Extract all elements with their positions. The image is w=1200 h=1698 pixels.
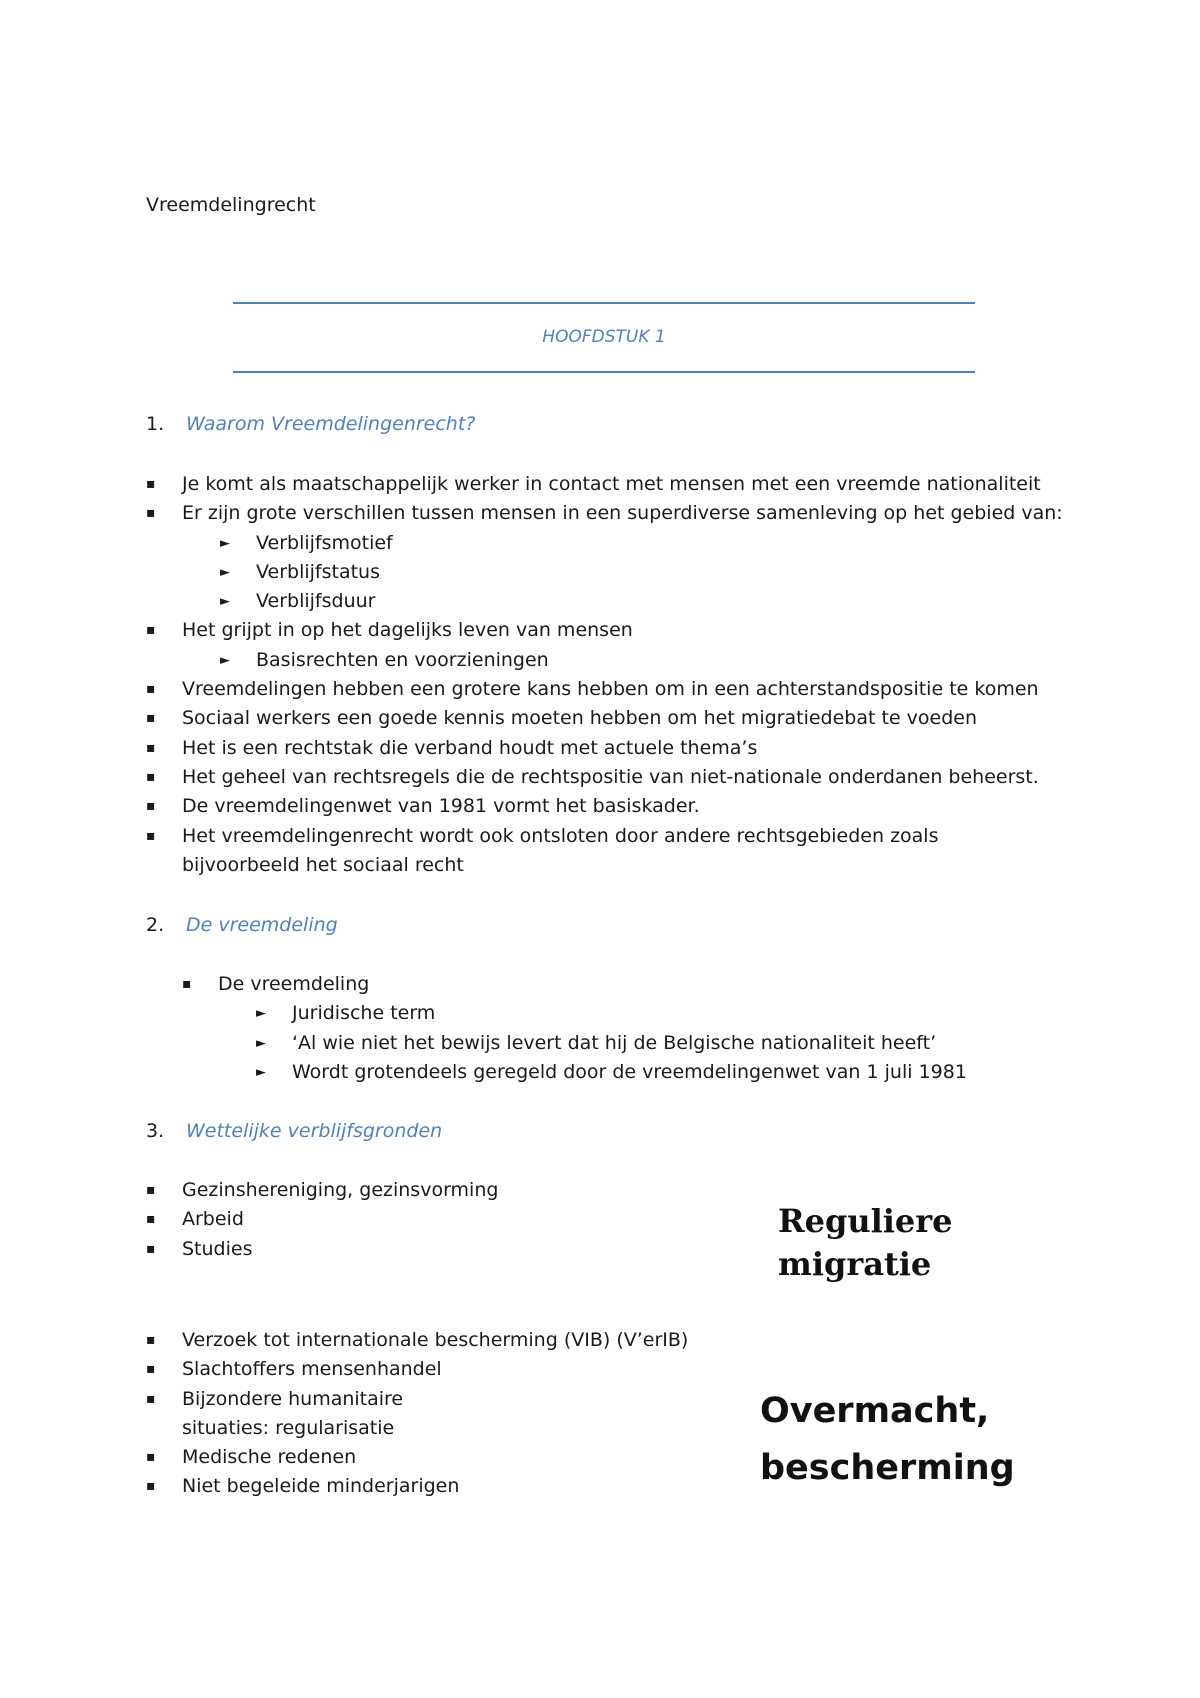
section-title: De vreemdeling [186, 914, 338, 936]
list-item: ► Basisrechten en voorzieningen [146, 646, 1076, 675]
document-title: Vreemdelingrecht [146, 194, 316, 216]
regular-migration-list [146, 1176, 746, 1264]
list-item: ► ‘Al wie niet het bewijs levert dat hij de Belgische nationaliteit heeft’ [146, 1029, 1076, 1058]
list-item: ▪ Arbeid [146, 1205, 746, 1234]
list-item: ▪ Het geheel van rechtsregels die de rechtspositie van niet-nationale onderdanen beheerst. [146, 763, 1076, 792]
list-item: ▪ Het vreemdelingenrecht wordt ook ontsloten door andere rechtsgebieden zoals bijvoorbeeld het sociaal recht [146, 822, 1076, 881]
list-item: ▪ Verzoek tot internationale bescherming (VIB) (V’erIB) [146, 1326, 706, 1355]
chapter-rule-bottom [233, 371, 975, 373]
list-item: ► Wordt grotendeels geregeld door de vreemdelingenwet van 1 juli 1981 [146, 1058, 1076, 1087]
protection-list [146, 1326, 706, 1502]
section-number: 1. [146, 413, 165, 435]
list-item: ▪ De vreemdelingenwet van 1981 vormt het basiskader. [146, 792, 1076, 821]
list-item: ▪ Gezinshereniging, gezinsvorming [146, 1176, 746, 1205]
section-title: Wettelijke verblijfsgronden [186, 1120, 443, 1142]
list-item: ▪ De vreemdeling [146, 970, 1076, 999]
section-number: 3. [146, 1120, 165, 1142]
list-item: ► Juridische term [146, 999, 1076, 1028]
list-item: ► Verblijfsduur [146, 587, 1076, 616]
list-item: ▪ Studies [146, 1235, 746, 1264]
section-number: 2. [146, 914, 165, 936]
list-item: ▪ Vreemdelingen hebben een grotere kans hebben om in een achterstandspositie te komen [146, 675, 1076, 704]
section-heading-3 [146, 1117, 442, 1146]
section1-list [146, 470, 1076, 880]
section-heading-1 [146, 410, 475, 439]
list-item: ▪ Het is een rechtstak die verband houdt met actuele thema’s [146, 734, 1076, 763]
list-item: ▪ Je komt als maatschappelijk werker in contact met mensen met een vreemde nationaliteit [146, 470, 1076, 499]
list-item: ► Verblijfstatus [146, 558, 1076, 587]
section2-list [146, 970, 1076, 1087]
chapter-heading: HOOFDSTUK 1 [542, 327, 666, 347]
list-item: ▪ Er zijn grote verschillen tussen mensen in een superdiverse samenleving op het gebied van: [146, 499, 1076, 528]
list-item: ▪ Het grijpt in op het dagelijks leven van mensen [146, 616, 1076, 645]
list-item: ▪ Medische redenen [146, 1443, 706, 1472]
list-item: ▪ Bijzondere humanitaire situaties: regularisatie [146, 1385, 706, 1444]
list-item: ▪ Niet begeleide minderjarigen [146, 1472, 706, 1501]
regular-migration-label: Reguliere migratie [778, 1202, 953, 1283]
section-heading-2 [146, 911, 338, 940]
force-majeure-label: Overmacht, bescherming [760, 1391, 1015, 1488]
section-title: Waarom Vreemdelingenrecht? [186, 413, 476, 435]
list-item: ► Verblijfsmotief [146, 529, 1076, 558]
list-item: ▪ Sociaal werkers een goede kennis moeten hebben om het migratiedebat te voeden [146, 704, 1076, 733]
list-item: ▪ Slachtoffers mensenhandel [146, 1355, 706, 1384]
chapter-rule-top [233, 302, 975, 304]
